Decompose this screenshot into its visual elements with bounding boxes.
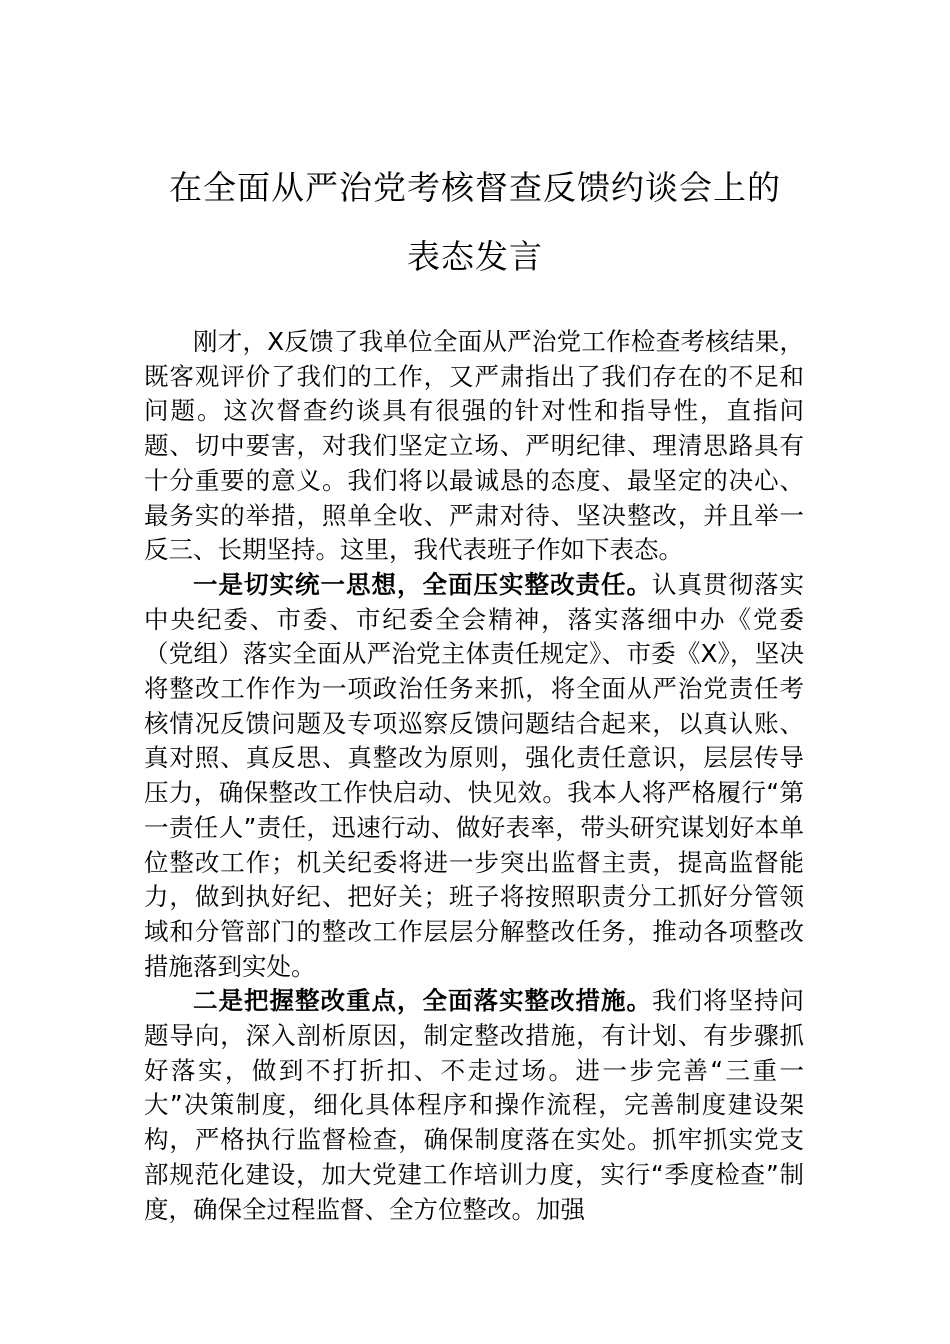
paragraph-text: 刚才，X反馈了我单位全面从严治党工作检查考核结果，既客观评价了我们的工作，又严肃指出了我们存在的不足和问题。这次督查约谈具有很强的针对性和指导性，直指问题、切中要害，对我们坚定立场、严明纪律、理清思路具有十分重要的意义。我们将以最诚恳的态度、最坚定的决心、最务实的举措，照单全收、严肃对待、坚决整改，并且举一反三、长期坚持。这里，我代表班子作如下表态。 [144, 327, 804, 565]
paragraph-intro [144, 325, 804, 568]
paragraph-point-1 [144, 568, 804, 984]
document-title-line-2: 表态发言 [407, 237, 543, 276]
document-body [144, 325, 804, 1227]
paragraph-lead: 一是切实统一思想，全面压实整改责任。 [193, 569, 652, 599]
document-title-line-1: 在全面从严治党考核督查反馈约谈会上的 [169, 168, 781, 207]
paragraph-lead: 二是把握整改重点，全面落实整改措施。 [193, 986, 652, 1016]
paragraph-text: 我们将坚持问题导向，深入剖析原因，制定整改措施，有计划、有步骤抓好落实，做到不打折扣、不走过场。进一步完善“三重一大”决策制度，细化具体程序和操作流程，完善制度建设架构，严格执行监督检查，确保制度落在实处。抓牢抓实党支部规范化建设，加大党建工作培训力度，实行“季度检查”制度，确保全过程监督、全方位整改。加强 [144, 986, 804, 1224]
paragraph-text: 认真贯彻落实中央纪委、市委、市纪委全会精神，落实落细中办《党委（党组）落实全面从严治党主体责任规定》、市委《X》，坚决将整改工作作为一项政治任务来抓，将全面从严治党责任考核情况反馈问题及专项巡察反馈问题结合起来，以真认账、真对照、真反思、真整改为原则，强化责任意识，层层传导压力，确保整改工作快启动、快见效。我本人将严格履行“第一责任人”责任，迅速行动、做好表率，带头研究谋划好本单位整改工作；机关纪委将进一步突出监督主责，提高监督能力，做到执好纪、把好关；班子将按照职责分工抓好分管领域和分管部门的整改工作层层分解整改任务，推动各项整改措施落到实处。 [144, 569, 804, 981]
paragraph-point-2 [144, 984, 804, 1227]
